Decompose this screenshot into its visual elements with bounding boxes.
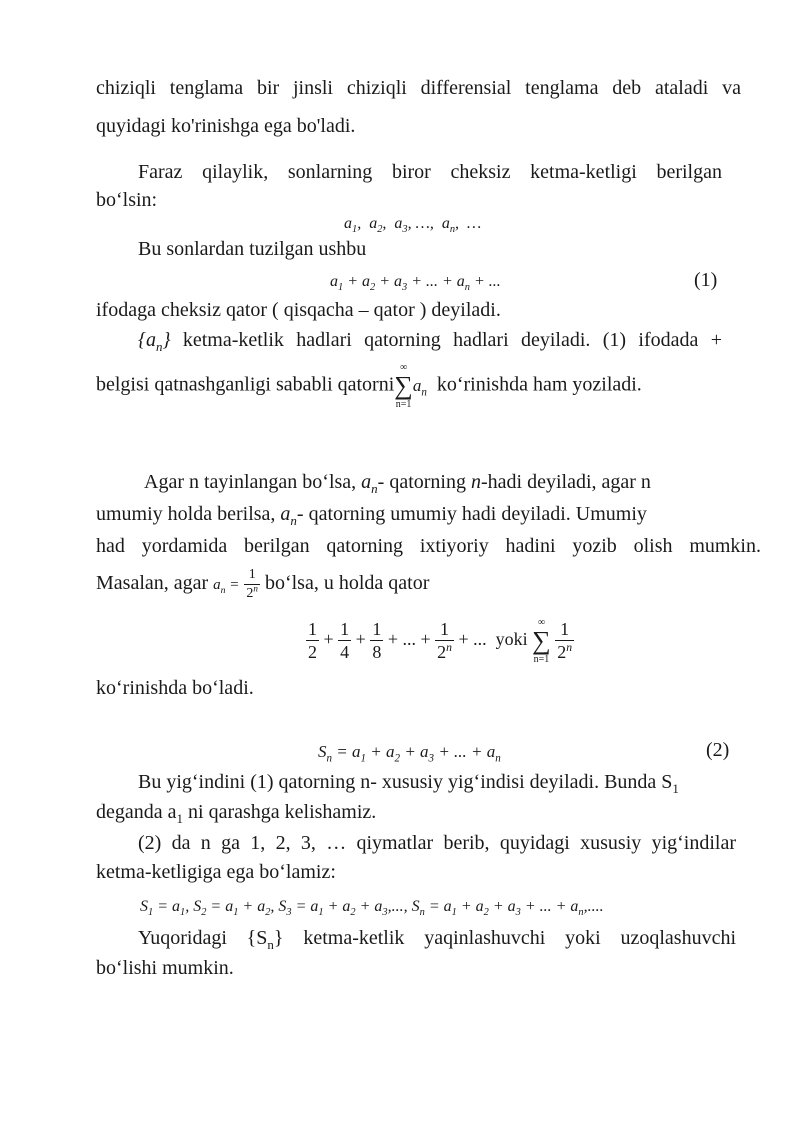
text-line: Yuqoridagi $\{S_n\}$ ketma-ketlik yaqinlashuvchi yoki uzoqlashuvchi	[138, 927, 737, 952]
sum-symbol: ∞ ∑ n=1	[532, 616, 551, 665]
text-line: chiziqli tenglama bir jinsli chiziqli differensial tenglama deb ataladi va	[96, 77, 741, 99]
text-line: Masalan, agar $a_n$ = $\frac{1}{2^n}$ bo‘lsa, u holda qator	[96, 566, 430, 601]
partial-sums-formula: $S_1 = a_1$, $S_2 = a_1 + a_2$, $S_3 = a_1 + a_2 + a_3$,..., $S_n = a_1 + a_2 + a_3$ + ... + $a_n$,....	[140, 898, 604, 919]
text-line: bo‘lsin:	[96, 189, 158, 211]
text-line: umumiy holda berilsa, $a_n-$ qatorning umumiy hadi deyiladi. Umumiy	[96, 503, 647, 528]
text-line: had yordamida berilgan qatorning ixtiyoriy hadini yozib olish mumkin.	[96, 535, 761, 557]
text-line: Bu sonlardan tuzilgan ushbu	[138, 238, 367, 260]
text-line: quyidagi ko'rinishga ega bo'ladi.	[96, 115, 356, 137]
series-example: $\frac{1}{2}$ + $\frac{1}{4}$ + $\frac{1}{8}$ + ... + $\frac{1}{2^n}$ + ... yoki ∞ ∑ n=1 $\frac{1}{2^n}$	[308, 616, 573, 665]
text-line: Bu yig‘indini (1) qatorning n- xususiy yig‘indisi deyiladi. Bunda $S_1$	[138, 771, 679, 796]
text-line: ketma-ketligiga ega bo‘lamiz:	[96, 861, 336, 883]
text-line: (2) da n ga 1, 2, 3, … qiymatlar berib, quyidagi xususiy yig‘indilar	[138, 832, 736, 854]
partial-sum-formula: $S_n = a_1 + a_2 + a_3$ + ... + $a_n$	[318, 742, 501, 765]
equation-number: (1)	[694, 269, 718, 291]
sequence-formula: $a_1$, $a_2$, $a_3$, …, $a_n$, …	[344, 215, 482, 236]
text-line: Faraz qilaylik, sonlarning biror cheksiz ketma-ketligi berilgan	[138, 161, 722, 183]
text-line: $\{a_n\}$ ketma-ketlik hadlari qatorning hadlari deyiladi. (1) ifodada +	[138, 329, 722, 354]
text-line: belgisi qatnashganligi sababli qatorni ∞ ∑ n=1 $a_n$ ko‘rinishda ham yoziladi.	[96, 362, 642, 410]
text-line: ifodaga cheksiz qator ( qisqacha – qator ) deyiladi.	[96, 299, 501, 321]
text-line: Agar n tayinlangan bo‘lsa, $a_n-$ qatorning n-hadi deyiladi, agar n	[144, 471, 651, 496]
text-line: bo‘lishi mumkin.	[96, 957, 234, 979]
text-line: ko‘rinishda bo‘ladi.	[96, 677, 254, 699]
series-formula: $a_1 + a_2 + a_3$ + ... + $a_n$ + ...	[330, 273, 501, 294]
sequence-set: $\{a_n\}$	[138, 329, 171, 354]
equation-number: (2)	[706, 739, 730, 761]
text-line: deganda $a_1$ ni qarashga kelishamiz.	[96, 801, 377, 826]
sum-symbol: ∞ ∑ n=1	[394, 362, 413, 410]
